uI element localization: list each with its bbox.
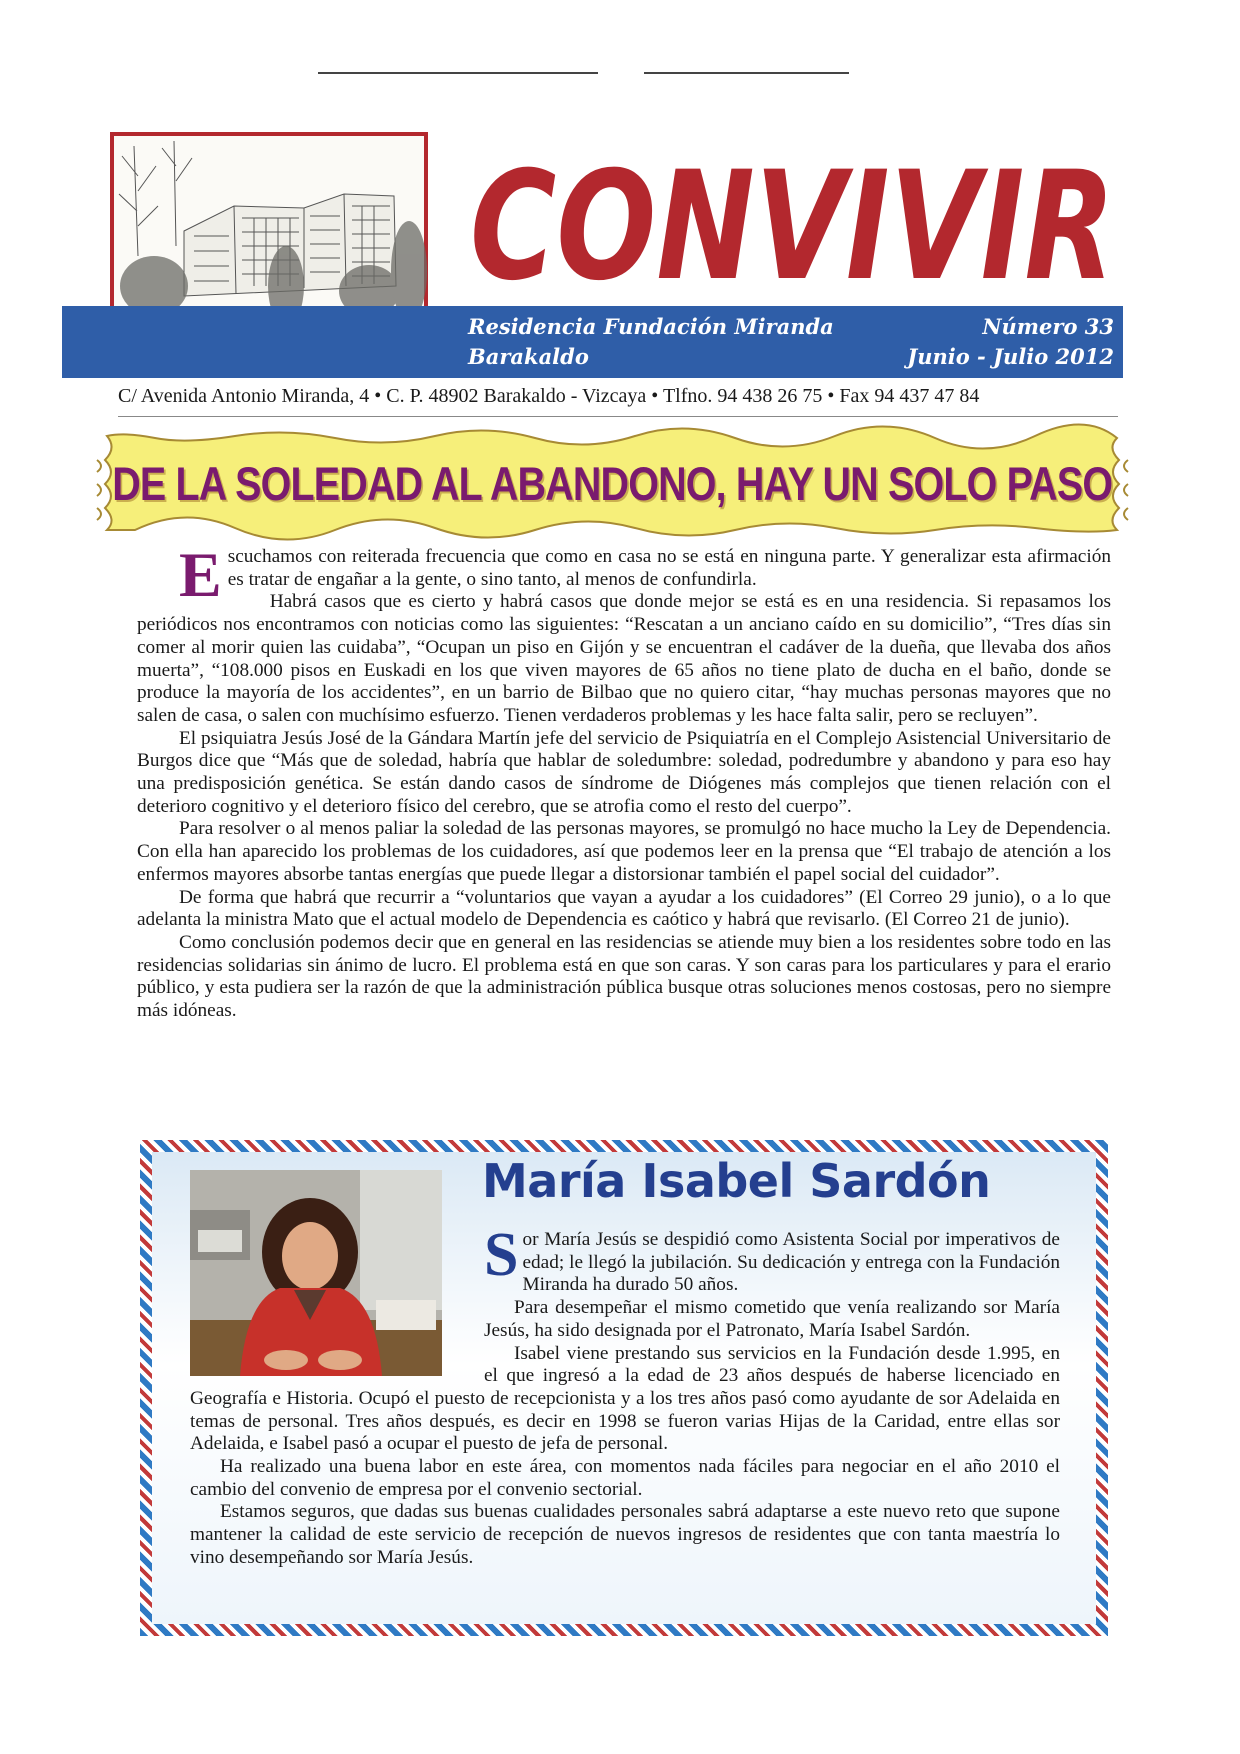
profile-paragraph: Para desempeñar el mismo cometido que venía realizando sor María Jesús, ha sido designada por el Patronato, María Isabel Sardón. xyxy=(484,1297,1060,1341)
article-paragraph-text: scuchamos con reiterada frecuencia que como en casa no se está en ninguna parte. Y generalizar esta afirmación es tratar de engañar a la gente, o sino tanto, al menos de confundirla. xyxy=(227,546,1111,590)
masthead-logo xyxy=(462,140,1122,314)
top-rule-left xyxy=(318,72,598,74)
article-paragraph: Habrá casos que es cierto y habrá casos que donde mejor se está es en una residencia. Si repasamos los periódicos nos encontramos con noticias como las siguientes: “Rescatan a un anciano caído en su domicilio”, “Tres días sin comer al morir quien las cuidaba”, “Ocupan un piso en Gijón y se encuentran el cadáver de la dueña, que llevaba dos años muerta”, “108.000 pisos en Euskadi en los que viven mayores de 65 años no tiene plato de ducha en el baño, donde se produce la mayoría de los accidentes”, en un barrio de Bilbao que no quiero citar, “hay muchas personas mayores que no salen de casa, o salen con muchísimo esfuerzo. Tienen verdaderos problemas y les hace falta salir, pero se recluyen”. xyxy=(137,591,1111,726)
article-paragraph xyxy=(137,539,1111,610)
profile-body xyxy=(190,1221,1060,1570)
contact-address: C/ Avenida Antonio Miranda, 4 • C. P. 48902 Barakaldo - Vizcaya • Tlfno. 94 438 26 75 • Fax 94 437 47 84 xyxy=(118,385,980,407)
profile-name: María Isabel Sardón xyxy=(482,1154,991,1208)
article-paragraph: Como conclusión podemos decir que en general en las residencias se atiende muy bien a los residentes sobre todo en las residencias solidarias sin ánimo de lucro. El problema está en que son caras. Y son caras para los particulares y para el erario público, y esta pudiera ser la razón de que la administración pública busque otras soluciones menos costosas, pero no siempre más idóneas. xyxy=(137,931,1111,1022)
profile-paragraph: Ha realizado una buena labor en este área, con momentos nada fáciles para negociar en el año 2010 el cambio del convenio de empresa por el convenio sectorial. xyxy=(190,1456,1060,1500)
org-name: Residencia Fundación Miranda xyxy=(468,314,834,339)
article-headline: DE LA SOLEDAD AL ABANDONO, HAY UN SOLO PASO xyxy=(112,456,1113,510)
org-city: Barakaldo xyxy=(468,344,589,369)
profile-dropcap: S xyxy=(484,1221,519,1289)
article-body xyxy=(137,539,1111,1023)
issue-date: Junio - Julio 2012 xyxy=(907,344,1114,369)
photo-spacer xyxy=(190,1229,484,1381)
profile-paragraph: Isabel viene prestando sus servicios en la Fundación desde 1.995, en el que ingresó a la edad de 23 años después de haberse licenciado en Geografía e Historia. Ocupó el puesto de recepcionista y a los tres años pasó como ayudante de sor Adelaida en temas de personal. Tres años después, es decir en 1998 se fueron varias Hijas de la Caridad, entre ellas sor Adelaida, e Isabel pasó a ocupar el puesto de jefa de personal. xyxy=(190,1342,1060,1455)
profile-paragraph-text: or María Jesús se despidió como Asistenta Social por imperativos de edad; le llegó la jubilación. Su dedicación y entrega con la Fundación Miranda ha durado 50 años. xyxy=(522,1229,1060,1296)
article-paragraph: Para resolver o al menos paliar la soledad de las personas mayores, se promulgó no hace mucho la Ley de Dependencia. Con ella han aparecido los problemas de los cuidadores, así que podemos leer en la prensa que “El trabajo de atención a los enfermos mayores absorbe tantas energías que puede llegar a distorsionar también el papel social del cuidador”. xyxy=(137,818,1111,885)
issue-number: Número 33 xyxy=(982,314,1114,339)
article-paragraph: El psiquiatra Jesús José de la Gándara Martín jefe del servicio de Psiquiatría en el Complejo Asistencial Universitario de Burgos dice que “Más que de soledad, habría que hablar de soledumbre: soledad, podredumbre y abandono y para eso hay una predisposición genética. Se están dando casos de síndrome de Diógenes más complejos que tienen relación con el deterioro cognitivo y el deterioro físico del cerebro, que se atrofia como el resto del cuerpo”. xyxy=(137,727,1111,817)
article-dropcap: E xyxy=(179,539,222,610)
profile-paragraph: Estamos seguros, que dadas sus buenas cualidades personales sabrá adaptarse a este nuevo reto que supone mantener la calidad de este servicio de recepción de nuevos ingresos de residentes que con tanta maestría lo vino desempeñando sor María Jesús. xyxy=(190,1501,1060,1568)
headline-banner xyxy=(95,430,1130,536)
address-rule xyxy=(118,416,1118,417)
masthead-title: CONVIVIR xyxy=(470,140,1115,314)
article-paragraph: De forma que habrá que recurrir a “voluntarios que vayan a ayudar a los cuidadores” (El Correo 29 junio), o a lo que adelanta la ministra Mato que el actual modelo de Dependencia es caótico y habrá que revisarlo. (El Correo 21 de junio). xyxy=(137,886,1111,931)
top-rule-right xyxy=(644,72,849,74)
